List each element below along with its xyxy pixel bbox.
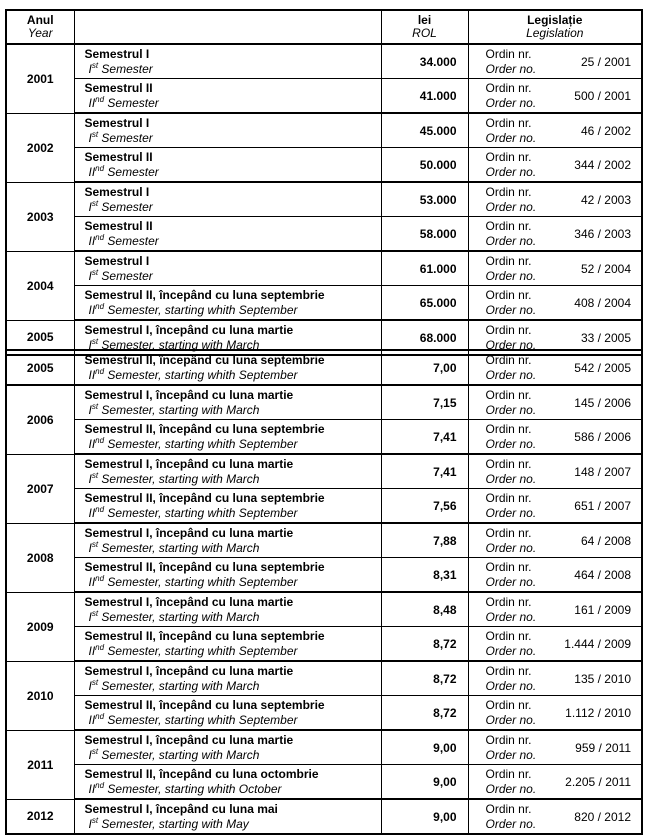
- semester-ro: Semestrul II, începând cu luna septembrie: [84, 352, 325, 367]
- blank-header: [74, 10, 381, 44]
- order-label-ro: Ordin nr.: [485, 80, 532, 95]
- semester-cell: [74, 182, 381, 217]
- semester-en-suffix: st: [91, 336, 99, 346]
- semester-en-text: Semester: [98, 268, 153, 283]
- legislation-cell: [468, 385, 642, 420]
- semester-cell: [74, 765, 381, 800]
- order-number: 586 / 2006: [574, 429, 631, 444]
- order-label-en: Order no.: [485, 678, 537, 693]
- order-label-ro: Ordin nr.: [485, 115, 532, 130]
- table-row: [6, 661, 642, 696]
- legislation-cell: [468, 182, 642, 217]
- order-label-en: Order no.: [485, 540, 537, 555]
- semester-en-numeral: II: [88, 367, 96, 382]
- order-number: 820 / 2012: [574, 809, 631, 824]
- order-label-ro: Ordin nr.: [485, 184, 532, 199]
- order-label-en: Order no.: [485, 199, 537, 214]
- semester-en-suffix: st: [91, 608, 99, 618]
- semester-en-numeral: I: [88, 130, 92, 145]
- semester-ro: Semestrul II, începând cu luna septembrie: [84, 628, 325, 643]
- semester-en-numeral: I: [88, 609, 92, 624]
- legislation-cell: [468, 523, 642, 558]
- semester-ro: Semestrul II, începând cu luna septembrie: [84, 559, 325, 574]
- semester-en-suffix: nd: [95, 435, 105, 445]
- order-number: 46 / 2002: [580, 123, 631, 138]
- order-label-en: Order no.: [485, 164, 537, 179]
- semester-en-suffix: nd: [95, 366, 105, 376]
- semester-en-numeral: II: [88, 505, 96, 520]
- semester-en-text: Semester: [104, 95, 159, 110]
- semester-en: [85, 782, 381, 797]
- legislation-header-ro: Legislație: [527, 13, 583, 27]
- semester-en-text: Semester, starting with March: [98, 337, 260, 352]
- semester-ro: Semestrul I, începând cu luna martie: [84, 732, 294, 747]
- table-row: [6, 286, 642, 321]
- value-cell: 9,00: [381, 765, 468, 800]
- semester-en: [85, 303, 381, 318]
- semester-en: [85, 541, 381, 556]
- semester-en-text: Semester, starting with March: [98, 747, 260, 762]
- table-row: [6, 420, 642, 455]
- semester-ro: Semestrul II: [84, 218, 153, 233]
- semester-en-text: Semester, starting whith September: [104, 436, 298, 451]
- semester-en-suffix: nd: [95, 573, 105, 583]
- table-row: [6, 696, 642, 731]
- semester-ro: Semestrul I, începând cu luna mai: [84, 801, 278, 816]
- order-label-en: Order no.: [485, 747, 537, 762]
- order-number: 148 / 2007: [574, 464, 631, 479]
- order-label-ro: Ordin nr.: [485, 525, 532, 540]
- semester-en-numeral: I: [88, 540, 92, 555]
- order-label-en: Order no.: [485, 233, 537, 248]
- semester-en-suffix: nd: [95, 301, 105, 311]
- legislation-cell: [468, 217, 642, 252]
- legislation-header-en: Legislation: [526, 26, 584, 40]
- legislation-cell: [468, 627, 642, 662]
- semester-cell: [74, 730, 381, 765]
- table-row: [6, 350, 642, 385]
- legislation-header: [468, 10, 642, 44]
- semester-en-text: Semester: [104, 164, 159, 179]
- semester-en-suffix: nd: [95, 94, 105, 104]
- order-label-ro: Ordin nr.: [485, 456, 532, 471]
- order-number: 145 / 2006: [574, 395, 631, 410]
- order-label-ro: Ordin nr.: [485, 352, 532, 367]
- semester-en-text: Semester: [104, 233, 159, 248]
- semester-en-numeral: I: [88, 268, 92, 283]
- semester-en-text: Semester, starting whith September: [104, 643, 298, 658]
- semester-ro: Semestrul I, începând cu luna martie: [84, 594, 294, 609]
- semester-ro: Semestrul I: [84, 46, 150, 61]
- semester-en: [85, 200, 381, 215]
- order-label-en: Order no.: [485, 302, 537, 317]
- year-cell: 2011: [6, 730, 74, 799]
- order-number: 25 / 2001: [580, 54, 631, 69]
- semester-en: [85, 610, 381, 625]
- order-label-ro: Ordin nr.: [485, 253, 532, 268]
- value-cell: 50.000: [381, 148, 468, 183]
- order-number: 346 / 2003: [574, 226, 631, 241]
- semester-en-numeral: I: [88, 61, 92, 76]
- semester-en-text: Semester, starting with March: [98, 678, 260, 693]
- legislation-cell: [468, 489, 642, 524]
- legislation-cell: [468, 696, 642, 731]
- order-label-en: Order no.: [485, 268, 537, 283]
- order-label-ro: Ordin nr.: [485, 766, 532, 781]
- semester-cell: [74, 217, 381, 252]
- order-number: 33 / 2005: [580, 330, 631, 345]
- semester-en-suffix: st: [91, 746, 99, 756]
- order-label-en: Order no.: [485, 337, 537, 352]
- order-label-en: Order no.: [485, 505, 537, 520]
- order-label-en: Order no.: [485, 471, 537, 486]
- semester-en-text: Semester, starting with May: [98, 816, 249, 831]
- year-header-en: Year: [27, 26, 53, 40]
- semester-ro: Semestrul II, începând cu luna septembrie: [84, 490, 325, 505]
- semester-en-text: Semester, starting whith October: [104, 781, 282, 796]
- legislation-cell: [468, 454, 642, 489]
- order-label-ro: Ordin nr.: [485, 628, 532, 643]
- semester-en-numeral: II: [88, 712, 96, 727]
- value-cell: 34.000: [381, 44, 468, 79]
- order-number: 651 / 2007: [574, 498, 631, 513]
- order-number: 161 / 2009: [574, 602, 631, 617]
- legislation-cell: [468, 113, 642, 148]
- lei-header-en: ROL: [412, 26, 437, 40]
- order-label-ro: Ordin nr.: [485, 387, 532, 402]
- semester-en: [85, 234, 381, 249]
- value-cell: 65.000: [381, 286, 468, 321]
- semester-en: [85, 62, 381, 77]
- semester-ro: Semestrul II, începând cu luna septembrie: [84, 697, 325, 712]
- ron-table: [5, 349, 643, 835]
- semester-cell: [74, 696, 381, 731]
- order-label-en: Order no.: [485, 130, 537, 145]
- order-label-ro: Ordin nr.: [485, 801, 532, 816]
- year-cell: 2010: [6, 661, 74, 730]
- semester-en-suffix: st: [91, 401, 99, 411]
- semester-en-text: Semester, starting with March: [98, 540, 260, 555]
- semester-en: [85, 748, 381, 763]
- table-row: [6, 385, 642, 420]
- value-cell: 61.000: [381, 251, 468, 286]
- order-label-en: Order no.: [485, 781, 537, 796]
- semester-ro: Semestrul I: [84, 184, 150, 199]
- semester-en-numeral: I: [88, 747, 92, 762]
- semester-en: [85, 506, 381, 521]
- value-cell: 41.000: [381, 79, 468, 114]
- semester-en-suffix: st: [91, 198, 99, 208]
- value-cell: 58.000: [381, 217, 468, 252]
- semester-en-numeral: II: [88, 302, 96, 317]
- semester-en-numeral: II: [88, 95, 96, 110]
- semester-ro: Semestrul II: [84, 149, 153, 164]
- semester-en-numeral: I: [88, 402, 92, 417]
- value-cell: 8,31: [381, 558, 468, 593]
- semester-en: [85, 575, 381, 590]
- table-row: [6, 182, 642, 217]
- legislation-cell: [468, 148, 642, 183]
- value-cell: 8,72: [381, 661, 468, 696]
- year-cell: 2007: [6, 454, 74, 523]
- semester-cell: [74, 454, 381, 489]
- order-label-en: Order no.: [485, 712, 537, 727]
- order-label-ro: Ordin nr.: [485, 490, 532, 505]
- value-cell: 7,00: [381, 350, 468, 385]
- semester-en: [85, 368, 381, 383]
- year-cell: 2005: [6, 350, 74, 385]
- semester-cell: [74, 79, 381, 114]
- semester-en: [85, 679, 381, 694]
- order-label-en: Order no.: [485, 402, 537, 417]
- order-number: 542 / 2005: [574, 360, 631, 375]
- order-label-ro: Ordin nr.: [485, 697, 532, 712]
- table-row: [6, 454, 642, 489]
- year-cell: 2006: [6, 385, 74, 454]
- semester-ro: Semestrul II, începând cu luna septembrie: [84, 287, 325, 302]
- semester-en-suffix: nd: [95, 711, 105, 721]
- semester-en-numeral: I: [88, 199, 92, 214]
- semester-en-suffix: st: [91, 60, 99, 70]
- legislation-cell: [468, 44, 642, 79]
- semester-en-text: Semester: [98, 61, 153, 76]
- semester-cell: [74, 420, 381, 455]
- order-label-ro: Ordin nr.: [485, 322, 532, 337]
- semester-en: [85, 644, 381, 659]
- order-number: 135 / 2010: [574, 671, 631, 686]
- table-row: [6, 217, 642, 252]
- value-cell: 8,72: [381, 696, 468, 731]
- legislation-cell: [468, 765, 642, 800]
- table-row: [6, 148, 642, 183]
- order-label-ro: Ordin nr.: [485, 594, 532, 609]
- order-label-en: Order no.: [485, 816, 537, 831]
- semester-ro: Semestrul I: [84, 115, 150, 130]
- semester-ro: Semestrul I, începând cu luna martie: [84, 525, 294, 540]
- legislation-cell: [468, 558, 642, 593]
- order-label-ro: Ordin nr.: [485, 732, 532, 747]
- order-number: 1.444 / 2009: [564, 636, 631, 651]
- semester-en-numeral: II: [88, 436, 96, 451]
- header-row: [6, 10, 642, 44]
- table-row: [6, 44, 642, 79]
- order-number: 2.205 / 2011: [565, 774, 631, 789]
- semester-en: [85, 96, 381, 111]
- order-number: 42 / 2003: [580, 192, 631, 207]
- semester-en-text: Semester, starting with March: [98, 471, 260, 486]
- lei-header-ro: lei: [417, 13, 432, 27]
- semester-en-numeral: I: [88, 678, 92, 693]
- order-number: 408 / 2004: [574, 295, 631, 310]
- order-label-ro: Ordin nr.: [485, 421, 532, 436]
- semester-ro: Semestrul I, începând cu luna martie: [84, 663, 294, 678]
- legislation-cell: [468, 730, 642, 765]
- legislation-cell: [468, 79, 642, 114]
- table-row: [6, 730, 642, 765]
- order-number: 500 / 2001: [574, 88, 631, 103]
- order-label-ro: Ordin nr.: [485, 663, 532, 678]
- semester-cell: [74, 113, 381, 148]
- order-label-en: Order no.: [485, 95, 537, 110]
- legislation-cell: [468, 251, 642, 286]
- order-number: 959 / 2011: [575, 740, 631, 755]
- table-row: [6, 113, 642, 148]
- order-label-en: Order no.: [485, 574, 537, 589]
- legislation-cell: [468, 350, 642, 385]
- semester-en: [85, 269, 381, 284]
- semester-en-text: Semester, starting whith September: [104, 505, 298, 520]
- legislation-cell: [468, 661, 642, 696]
- order-label-ro: Ordin nr.: [485, 149, 532, 164]
- year-header: [6, 10, 74, 44]
- semester-cell: [74, 592, 381, 627]
- semester-cell: [74, 523, 381, 558]
- semester-ro: Semestrul I, începând cu luna martie: [84, 322, 294, 337]
- semester-cell: [74, 385, 381, 420]
- semester-en-numeral: II: [88, 781, 96, 796]
- semester-en: [85, 817, 381, 832]
- value-cell: 8,48: [381, 592, 468, 627]
- semester-en-suffix: nd: [95, 504, 105, 514]
- order-label-en: Order no.: [485, 436, 537, 451]
- year-cell: 2002: [6, 113, 74, 182]
- order-number: 64 / 2008: [580, 533, 631, 548]
- order-number: 344 / 2002: [574, 157, 631, 172]
- semester-en: [85, 472, 381, 487]
- semester-en-text: Semester, starting whith September: [104, 712, 298, 727]
- semester-en-text: Semester, starting whith September: [104, 302, 298, 317]
- order-label-ro: Ordin nr.: [485, 46, 532, 61]
- semester-en-numeral: I: [88, 816, 92, 831]
- semester-en-suffix: nd: [95, 163, 105, 173]
- semester-ro: Semestrul I, începând cu luna martie: [84, 456, 294, 471]
- semester-en-suffix: nd: [95, 232, 105, 242]
- semester-en-numeral: II: [88, 574, 96, 589]
- table-row: [6, 627, 642, 662]
- semester-ro: Semestrul II, începând cu luna octombrie: [84, 766, 319, 781]
- value-cell: 45.000: [381, 113, 468, 148]
- semester-en-suffix: nd: [95, 642, 105, 652]
- semester-en-text: Semester, starting whith September: [104, 574, 298, 589]
- order-number: 1.112 / 2010: [565, 705, 631, 720]
- semester-cell: [74, 148, 381, 183]
- order-label-ro: Ordin nr.: [485, 559, 532, 574]
- semester-cell: [74, 627, 381, 662]
- semester-en-text: Semester: [98, 130, 153, 145]
- value-cell: 9,00: [381, 799, 468, 834]
- semester-cell: [74, 799, 381, 834]
- order-label-ro: Ordin nr.: [485, 218, 532, 233]
- year-cell: 2003: [6, 182, 74, 251]
- semester-ro: Semestrul I, începând cu luna martie: [84, 387, 294, 402]
- semester-cell: [74, 251, 381, 286]
- semester-en-numeral: II: [88, 164, 96, 179]
- semester-en: [85, 403, 381, 418]
- semester-en-suffix: st: [91, 470, 99, 480]
- table-row: [6, 799, 642, 834]
- semester-ro: Semestrul II, începând cu luna septembrie: [84, 421, 325, 436]
- semester-en: [85, 131, 381, 146]
- semester-en-numeral: I: [88, 471, 92, 486]
- table-row: [6, 765, 642, 800]
- year-cell: 2012: [6, 799, 74, 834]
- table-row: [6, 251, 642, 286]
- rol-table: [5, 9, 643, 356]
- value-cell: 7,41: [381, 454, 468, 489]
- table-row: [6, 489, 642, 524]
- table-row: [6, 592, 642, 627]
- semester-en-suffix: st: [91, 129, 99, 139]
- order-number: 52 / 2004: [580, 261, 631, 276]
- semester-en: [85, 437, 381, 452]
- semester-ro: Semestrul I: [84, 253, 150, 268]
- semester-cell: [74, 44, 381, 79]
- semester-en-suffix: st: [91, 815, 99, 825]
- lei-header: [381, 10, 468, 44]
- semester-cell: [74, 489, 381, 524]
- semester-cell: [74, 286, 381, 321]
- year-header-ro: Anul: [26, 13, 54, 27]
- legislation-cell: [468, 592, 642, 627]
- semester-ro: Semestrul II: [84, 80, 153, 95]
- semester-en-suffix: nd: [95, 780, 105, 790]
- legislation-cell: [468, 799, 642, 834]
- legislation-cell: [468, 420, 642, 455]
- semester-en: [85, 165, 381, 180]
- semester-en-suffix: st: [91, 267, 99, 277]
- order-label-en: Order no.: [485, 367, 537, 382]
- order-label-en: Order no.: [485, 643, 537, 658]
- year-cell: 2005: [6, 320, 74, 355]
- semester-en: [85, 713, 381, 728]
- legislation-cell: [468, 286, 642, 321]
- order-label-en: Order no.: [485, 61, 537, 76]
- value-cell: 7,56: [381, 489, 468, 524]
- value-cell: 53.000: [381, 182, 468, 217]
- semester-en-numeral: II: [88, 643, 96, 658]
- value-cell: 9,00: [381, 730, 468, 765]
- table-row: [6, 558, 642, 593]
- semester-en-text: Semester, starting with March: [98, 402, 260, 417]
- year-cell: 2009: [6, 592, 74, 661]
- semester-cell: [74, 558, 381, 593]
- year-cell: 2004: [6, 251, 74, 320]
- value-cell: 68.000: [381, 320, 468, 355]
- semester-en-suffix: st: [91, 539, 99, 549]
- order-label-en: Order no.: [485, 609, 537, 624]
- semester-en-numeral: I: [88, 337, 92, 352]
- semester-cell: [74, 350, 381, 385]
- year-cell: 2008: [6, 523, 74, 592]
- semester-en-numeral: II: [88, 233, 96, 248]
- order-number: 464 / 2008: [574, 567, 631, 582]
- semester-en-text: Semester: [98, 199, 153, 214]
- semester-cell: [74, 661, 381, 696]
- value-cell: 7,41: [381, 420, 468, 455]
- table-row: [6, 79, 642, 114]
- table-row: [6, 523, 642, 558]
- value-cell: 7,15: [381, 385, 468, 420]
- value-cell: 8,72: [381, 627, 468, 662]
- value-cell: 7,88: [381, 523, 468, 558]
- order-label-ro: Ordin nr.: [485, 287, 532, 302]
- semester-en-text: Semester, starting with March: [98, 609, 260, 624]
- semester-en-suffix: st: [91, 677, 99, 687]
- year-cell: 2001: [6, 44, 74, 113]
- semester-en-text: Semester, starting whith September: [104, 367, 298, 382]
